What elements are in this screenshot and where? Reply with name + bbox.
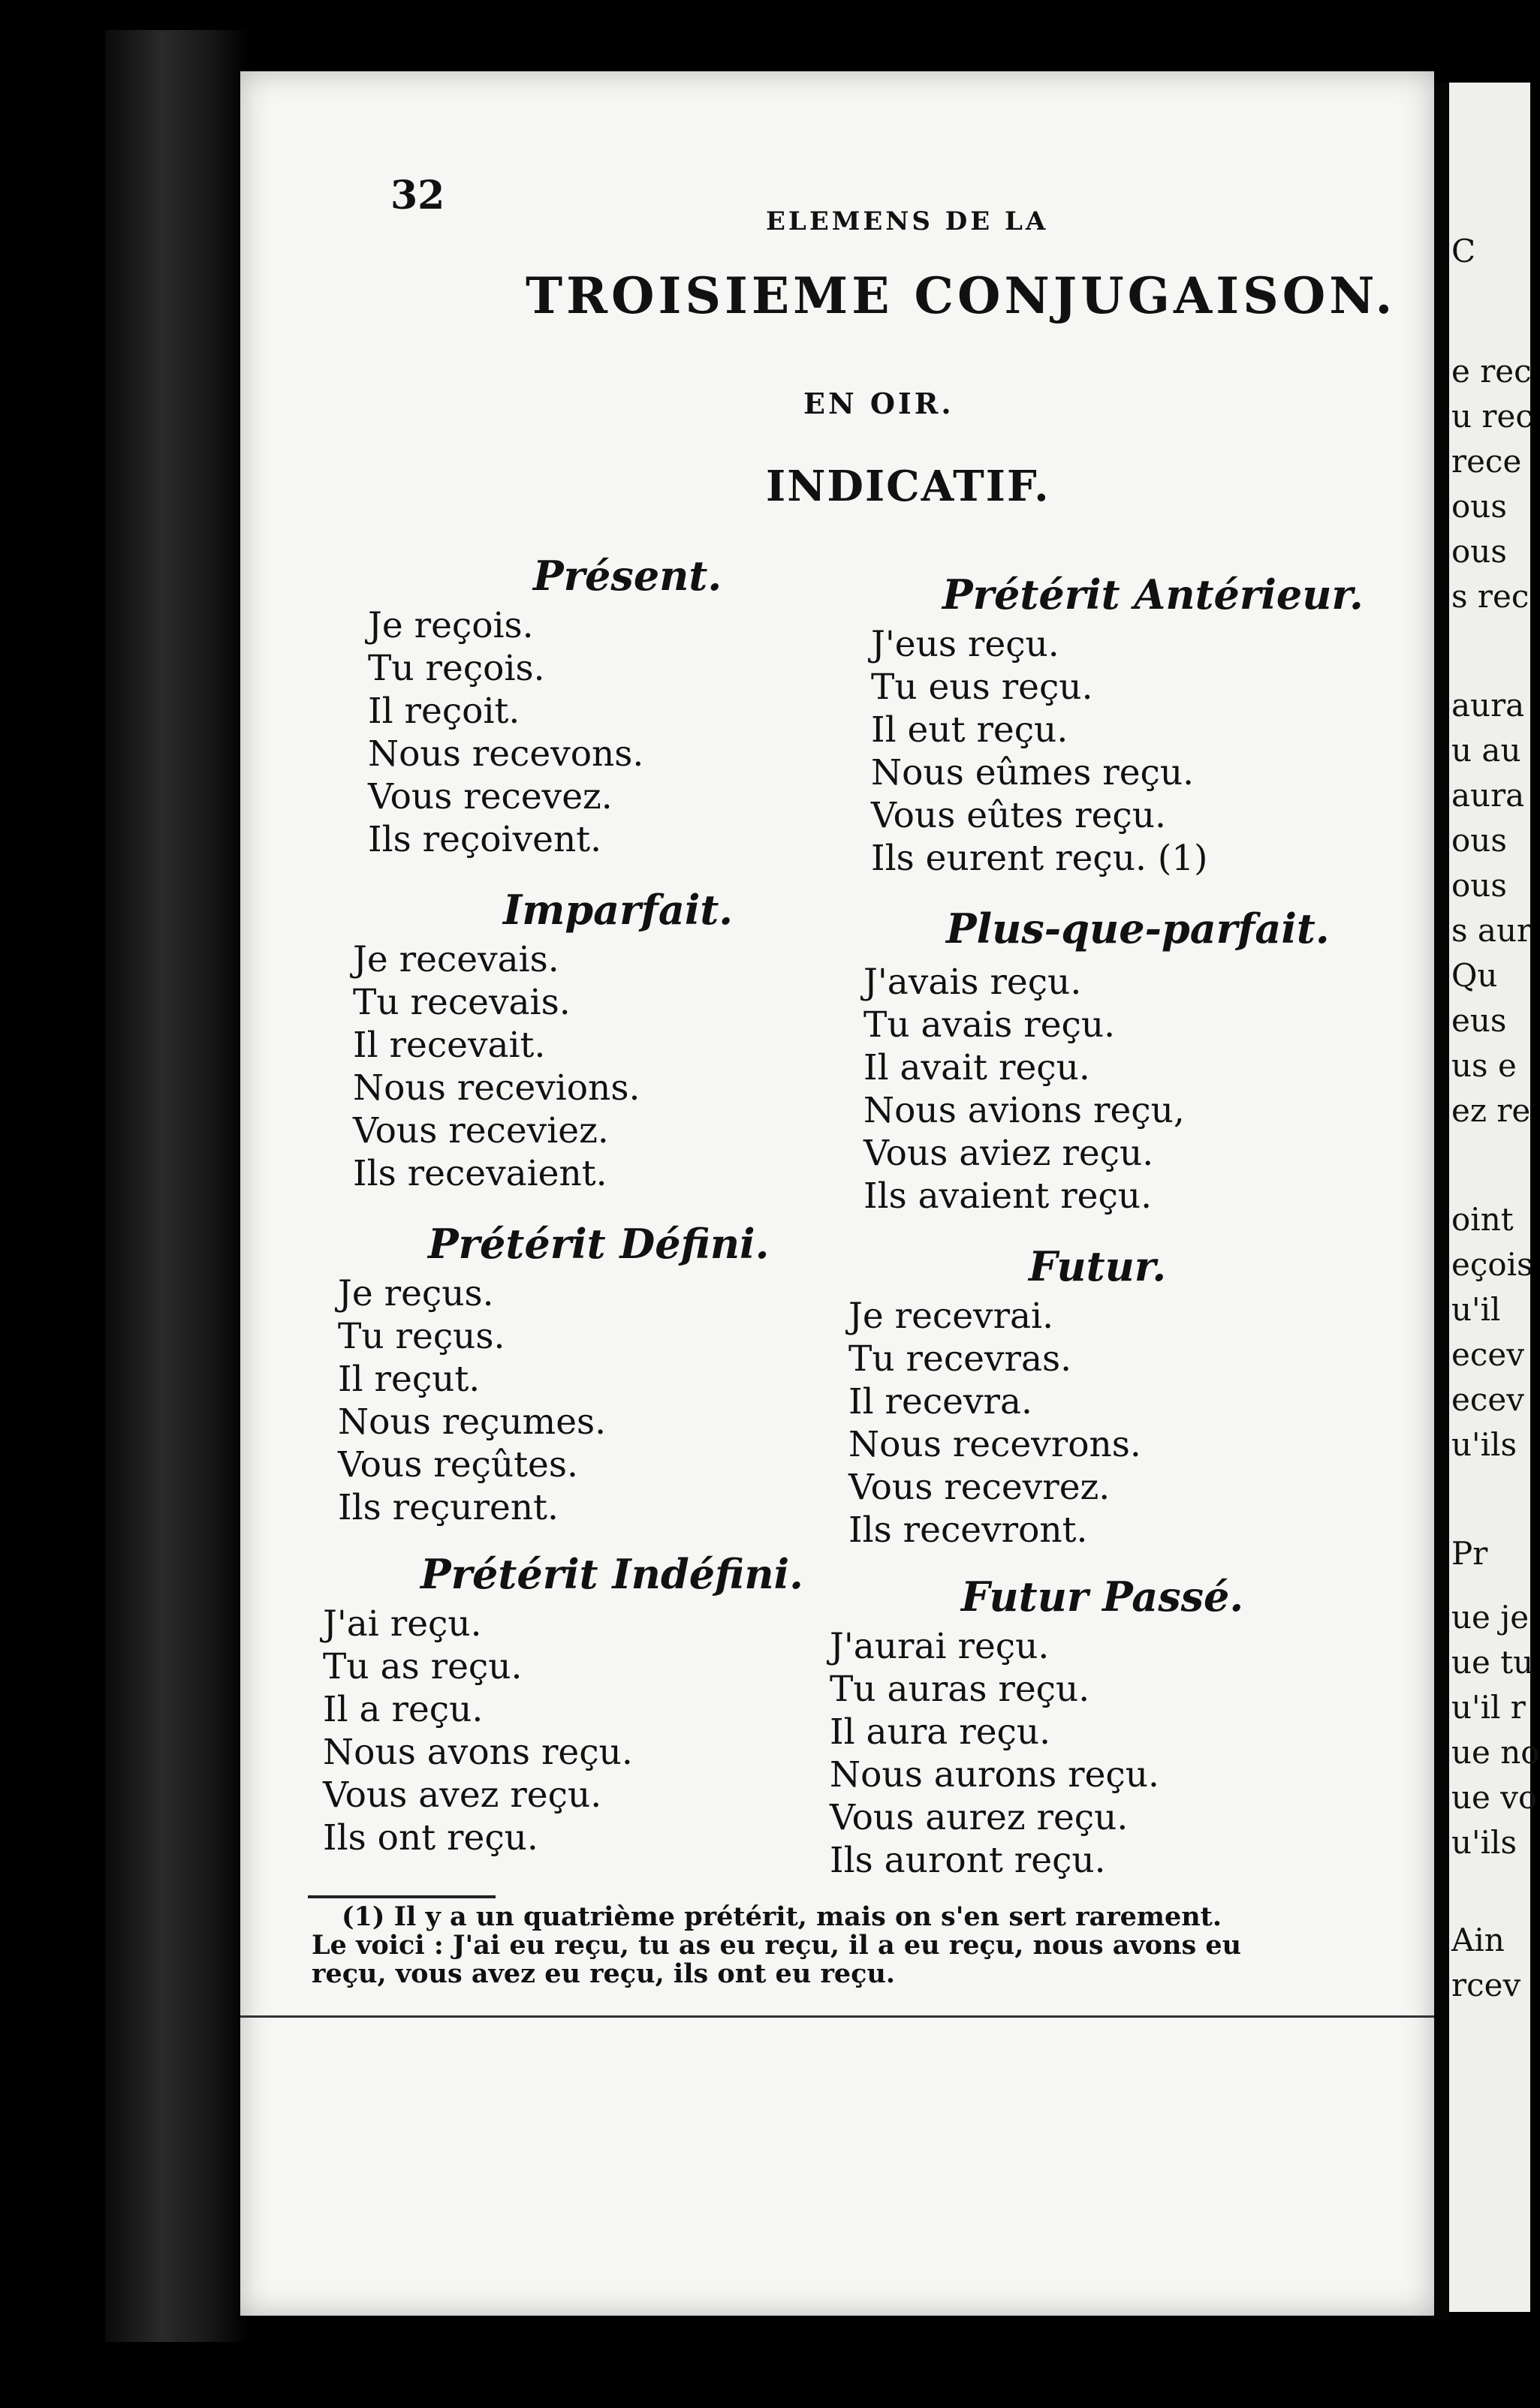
facing-page-fragment: oint	[1451, 1201, 1514, 1238]
verb-form: Tu recevras.	[848, 1338, 1072, 1380]
facing-page	[1445, 83, 1540, 2312]
verb-form: Nous avons reçu.	[323, 1732, 633, 1773]
verb-form: Vous avez reçu.	[323, 1774, 602, 1816]
tense-heading: Présent.	[533, 552, 722, 600]
verb-form: Vous aurez reçu.	[830, 1797, 1129, 1838]
facing-page-fragment: ue no	[1451, 1734, 1540, 1771]
facing-page-fragment: ue tu	[1451, 1644, 1534, 1681]
verb-form: Il reçoit.	[368, 691, 520, 732]
verb-form: Il avait reçu.	[863, 1047, 1090, 1088]
tense-heading: Prétérit Défini.	[428, 1220, 770, 1268]
facing-page-fragment: eçois	[1451, 1246, 1533, 1283]
footnote-line: reçu, vous avez eu reçu, ils ont eu reçu.	[312, 1958, 896, 1989]
conjugation-list	[848, 1295, 1141, 1552]
verb-form: J'eus reçu.	[871, 624, 1059, 665]
facing-page-fragment: u'ils	[1451, 1426, 1517, 1463]
tense-heading: Futur.	[1029, 1242, 1167, 1290]
facing-page-fragment: s rec	[1451, 578, 1529, 615]
verb-form: Vous reçûtes.	[338, 1444, 578, 1485]
facing-page-fragment: e rec	[1451, 353, 1532, 390]
tense-heading: Futur Passé.	[961, 1573, 1244, 1621]
verb-form: Il eut reçu.	[871, 709, 1068, 751]
footnote	[312, 1903, 1378, 1988]
facing-page-fragment: rcev	[1451, 1967, 1521, 2003]
facing-page-fragment: us e	[1451, 1047, 1517, 1084]
facing-page-fragment: u rec	[1451, 398, 1533, 435]
facing-page-fragment: u'il	[1451, 1291, 1501, 1328]
verb-form: Ils ont reçu.	[323, 1817, 538, 1859]
facing-page-fragment: C	[1451, 233, 1476, 269]
verb-form: Ils recevront.	[848, 1510, 1088, 1551]
verb-form: Il a reçu.	[323, 1689, 484, 1730]
facing-page-fragment: rece	[1451, 443, 1522, 480]
verb-form: Tu as reçu.	[323, 1646, 523, 1687]
verb-form: Tu auras reçu.	[830, 1669, 1090, 1710]
page-number: 32	[390, 173, 445, 218]
mood-heading: INDICATIF.	[766, 462, 1050, 511]
facing-page-fragment: ecev	[1451, 1336, 1524, 1373]
conjugation-list	[338, 1272, 606, 1529]
book-spine	[105, 30, 248, 2342]
conjugation-list	[863, 961, 1185, 1218]
facing-page-fragment: u au	[1451, 732, 1521, 769]
conjugation-list	[830, 1625, 1159, 1882]
verb-form: Vous recevrez.	[848, 1467, 1111, 1508]
verb-form: Nous aurons reçu.	[830, 1754, 1159, 1795]
verb-form: Nous eûmes reçu.	[871, 752, 1195, 793]
verb-form: Tu avais reçu.	[863, 1004, 1116, 1046]
facing-page-fragment: ous	[1451, 867, 1507, 904]
verb-form: Tu reçois.	[368, 648, 545, 689]
verb-form: Je reçus.	[338, 1273, 494, 1314]
tense-heading: Plus-que-parfait.	[946, 905, 1330, 953]
tense-heading: Imparfait.	[503, 886, 734, 934]
facing-page-fragment: ez re	[1451, 1092, 1531, 1129]
footnote-line: Le voici : J'ai eu reçu, tu as eu reçu, il a eu reçu, nous avons eu	[312, 1930, 1242, 1961]
conjugation-list	[323, 1603, 633, 1859]
footnote-line: (1) Il y a un quatrième prétérit, mais on s'en sert rarement.	[342, 1901, 1222, 1932]
facing-page-fragment: u'il r	[1451, 1689, 1526, 1726]
facing-page-fragment: ous	[1451, 822, 1507, 859]
conjugation-subtitle: EN OIR.	[803, 387, 954, 420]
verb-form: Ils auront reçu.	[830, 1840, 1106, 1881]
verb-form: J'aurai reçu.	[830, 1626, 1050, 1667]
verb-form: Ils reçoivent.	[368, 819, 602, 860]
verb-form: Ils recevaient.	[353, 1153, 607, 1194]
facing-page-fragment: Qu	[1451, 957, 1498, 994]
verb-form: Tu eus reçu.	[871, 667, 1093, 708]
verb-form: Tu reçus.	[338, 1316, 505, 1357]
footnote-rule	[308, 1895, 496, 1898]
page-title: TROISIEME CONJUGAISON.	[526, 266, 1397, 325]
verb-form: Ils avaient reçu.	[863, 1175, 1153, 1217]
verb-form: Vous recevez.	[368, 776, 613, 817]
verb-form: J'ai reçu.	[323, 1603, 482, 1645]
verb-form: Nous recevrons.	[848, 1424, 1141, 1465]
verb-form: Je recevais.	[353, 939, 559, 980]
facing-page-fragment: eus	[1451, 1002, 1507, 1039]
conjugation-list	[353, 938, 640, 1195]
verb-form: Je recevrai.	[848, 1296, 1054, 1337]
verb-form: Il aura reçu.	[830, 1711, 1051, 1753]
page-ruled-line	[240, 2015, 1434, 2018]
facing-page-fragment: ue je	[1451, 1599, 1529, 1636]
verb-form: Je reçois.	[368, 605, 534, 646]
verb-form: Nous recevons.	[368, 733, 644, 775]
verb-form: Vous receviez.	[353, 1110, 609, 1151]
verb-form: Vous eûtes reçu.	[871, 795, 1166, 836]
verb-form: Nous reçumes.	[338, 1401, 607, 1443]
verb-form: Ils eurent reçu. (1)	[871, 838, 1208, 879]
verb-form: Il reçut.	[338, 1359, 481, 1400]
conjugation-list	[871, 623, 1207, 880]
facing-page-fragment: ous	[1451, 488, 1507, 525]
verb-form: Nous recevions.	[353, 1067, 640, 1109]
conjugation-list	[368, 604, 643, 861]
facing-page-fragment: ecev	[1451, 1381, 1524, 1418]
book-page	[240, 71, 1434, 2316]
facing-page-fragment: Ain	[1451, 1922, 1505, 1958]
facing-page-fragment: ous	[1451, 533, 1507, 570]
running-head: ELEMENS DE LA	[766, 206, 1049, 236]
verb-form: Il recevait.	[353, 1025, 546, 1066]
verb-form: J'avais reçu.	[863, 962, 1082, 1003]
facing-page-fragment: s aur	[1451, 912, 1532, 949]
verb-form: Il recevra.	[848, 1381, 1032, 1422]
verb-form: Tu recevais.	[353, 982, 571, 1023]
facing-page-fragment: aura	[1451, 777, 1525, 814]
facing-page-fragment: Pr	[1451, 1535, 1488, 1572]
verb-form: Ils reçurent.	[338, 1487, 559, 1528]
tense-heading: Prétérit Indéfini.	[420, 1550, 803, 1598]
verb-form: Nous avions reçu,	[863, 1090, 1185, 1131]
tense-heading: Prétérit Antérieur.	[942, 570, 1364, 619]
verb-form: Vous aviez reçu.	[863, 1133, 1154, 1174]
facing-page-fragment: ue vo	[1451, 1779, 1538, 1816]
facing-page-fragment: aura	[1451, 687, 1525, 724]
facing-page-fragment: u'ils	[1451, 1824, 1517, 1861]
